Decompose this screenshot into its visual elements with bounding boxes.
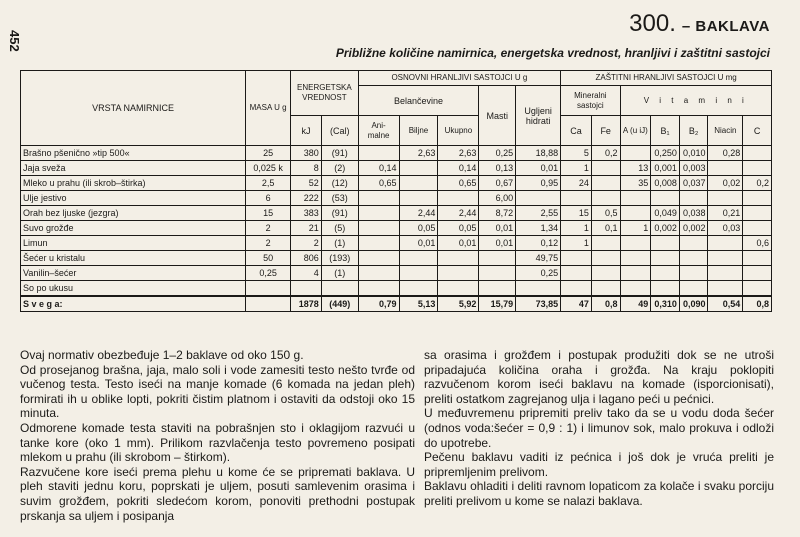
cell-a: 49 — [620, 296, 651, 312]
header-cal: (Cal) — [321, 116, 358, 146]
cell-ukup: 0,01 — [438, 236, 479, 251]
cell-masa — [246, 281, 291, 297]
cell-ugh — [516, 281, 561, 297]
cell-fe — [591, 191, 620, 206]
cell-name: Limun — [21, 236, 246, 251]
cell-bilj: 5,13 — [399, 296, 438, 312]
cell-anim — [358, 251, 399, 266]
header-b1: B₁ — [651, 116, 680, 146]
cell-name: Jaja sveža — [21, 161, 246, 176]
cell-anim: 0,65 — [358, 176, 399, 191]
cell-ca: 15 — [561, 206, 592, 221]
cell-b2 — [679, 236, 708, 251]
cell-b2 — [679, 251, 708, 266]
table-row — [21, 161, 772, 176]
cell-masa: 0,25 — [246, 266, 291, 281]
cell-cal: (2) — [321, 161, 358, 176]
instructions-left-column — [20, 348, 415, 523]
cell-c — [743, 281, 772, 297]
cell-anim — [358, 206, 399, 221]
cell-cal: (449) — [321, 296, 358, 312]
cell-kj: 380 — [291, 146, 322, 161]
cell-kj: 2 — [291, 236, 322, 251]
header-b2: B₂ — [679, 116, 708, 146]
cell-bilj — [399, 176, 438, 191]
cell-cal: (1) — [321, 236, 358, 251]
cell-c — [743, 251, 772, 266]
cell-cal: (5) — [321, 221, 358, 236]
cell-ca: 1 — [561, 221, 592, 236]
cell-anim — [358, 221, 399, 236]
cell-fe — [591, 266, 620, 281]
cell-niacin: 0,21 — [708, 206, 743, 221]
total-row — [21, 296, 772, 312]
header-mineralni: Mineralni sastojci — [561, 86, 620, 116]
cell-ugh: 0,25 — [516, 266, 561, 281]
cell-masti: 0,25 — [479, 146, 516, 161]
cell-ca: 47 — [561, 296, 592, 312]
header-a: A (u iJ) — [620, 116, 651, 146]
cell-niacin — [708, 281, 743, 297]
cell-b1 — [651, 266, 680, 281]
cell-name: Ulje jestivo — [21, 191, 246, 206]
header-c: C — [743, 116, 772, 146]
cell-anim — [358, 236, 399, 251]
cell-cal: (1) — [321, 266, 358, 281]
cell-ugh: 1,34 — [516, 221, 561, 236]
cell-ugh: 0,12 — [516, 236, 561, 251]
instructions-right-column — [424, 348, 774, 509]
cell-cal: (193) — [321, 251, 358, 266]
header-masa: MASA U g — [246, 71, 291, 146]
cell-bilj: 2,44 — [399, 206, 438, 221]
cell-masa: 2 — [246, 236, 291, 251]
table-row — [21, 206, 772, 221]
cell-masa: 25 — [246, 146, 291, 161]
cell-b1 — [651, 191, 680, 206]
cell-fe — [591, 236, 620, 251]
recipe-number: 300. — [629, 10, 676, 37]
cell-anim — [358, 281, 399, 297]
cell-niacin: 0,03 — [708, 221, 743, 236]
cell-a — [620, 191, 651, 206]
cell-c: 0,6 — [743, 236, 772, 251]
nutrition-table — [20, 70, 772, 312]
cell-b1 — [651, 236, 680, 251]
cell-niacin — [708, 251, 743, 266]
cell-masa: 15 — [246, 206, 291, 221]
cell-cal: (91) — [321, 206, 358, 221]
cell-cal: (12) — [321, 176, 358, 191]
cell-ukup — [438, 266, 479, 281]
cell-ukup — [438, 191, 479, 206]
cell-a — [620, 236, 651, 251]
cell-b2 — [679, 191, 708, 206]
cell-b1: 0,049 — [651, 206, 680, 221]
cell-a — [620, 281, 651, 297]
cell-name: Mleko u prahu (ili skrob–štirka) — [21, 176, 246, 191]
cell-masti: 0,67 — [479, 176, 516, 191]
cell-masti: 8,72 — [479, 206, 516, 221]
cell-name: Šećer u kristalu — [21, 251, 246, 266]
header-ugljeni: Ugljeni hidrati — [516, 86, 561, 146]
instruction-paragraph: sa orasima i grožđem i postupak produžiti dok se ne utroši pripadajuća količina oraha i grožđa. Na kraju poklopiti razvučenom korom iseći baklavu na komade (isporcionisati), preliti ostatkom zagrejanog ulja i lagano peći u pećnici. — [424, 348, 774, 406]
header-kj: kJ — [291, 116, 322, 146]
cell-masa: 6 — [246, 191, 291, 206]
cell-niacin: 0,28 — [708, 146, 743, 161]
cell-masa: 50 — [246, 251, 291, 266]
instruction-paragraph: Razvučene kore iseći prema plehu u kome će se pripremati baklava. U pleh staviti jednu koru, poprskati je uljem, posuti samlevenim orasima i suvim grožđem, pokriti sledećom korom, ponoviti prethodni postupak prskanja sa uljem i posipanja — [20, 464, 415, 523]
cell-bilj — [399, 266, 438, 281]
cell-ugh: 0,01 — [516, 161, 561, 176]
cell-fe — [591, 251, 620, 266]
cell-b1: 0,001 — [651, 161, 680, 176]
cell-fe: 0,5 — [591, 206, 620, 221]
instruction-paragraph: Od prosejanog brašna, jaja, malo soli i vode zamesiti testo nešto tvrđe od vučenog testa. Testo iseći na manje komade (6 komada na jedan pleh) formirati ih u oblike lopti, pokriti čistim platnom i ostaviti da odstoji oko 15 minuta. — [20, 362, 415, 421]
table-subtitle: Približne količine namirnica, energetska vrednost, hranljivi i zaštitni sastojci — [335, 46, 770, 60]
cell-b2 — [679, 266, 708, 281]
cell-b1: 0,008 — [651, 176, 680, 191]
cell-niacin — [708, 266, 743, 281]
header-vitamini: V i t a m i n i — [620, 86, 771, 116]
cell-fe — [591, 161, 620, 176]
cell-kj: 383 — [291, 206, 322, 221]
header-vrsta: VRSTA NAMIRNICE — [21, 71, 246, 146]
cell-c: 0,2 — [743, 176, 772, 191]
cell-niacin: 0,02 — [708, 176, 743, 191]
cell-a — [620, 146, 651, 161]
cell-ugh: 0,95 — [516, 176, 561, 191]
cell-name: Vanilin–šećer — [21, 266, 246, 281]
cell-anim: 0,14 — [358, 161, 399, 176]
cell-c — [743, 206, 772, 221]
cell-niacin — [708, 236, 743, 251]
cell-bilj — [399, 251, 438, 266]
table-row — [21, 236, 772, 251]
cell-kj: 222 — [291, 191, 322, 206]
cell-cal — [321, 281, 358, 297]
cell-c — [743, 161, 772, 176]
cell-ugh — [516, 191, 561, 206]
cell-ca: 1 — [561, 236, 592, 251]
cell-b2: 0,038 — [679, 206, 708, 221]
cell-cal: (53) — [321, 191, 358, 206]
page-number: 452 — [7, 30, 22, 52]
cell-c — [743, 191, 772, 206]
cell-ca: 24 — [561, 176, 592, 191]
cell-name: So po ukusu — [21, 281, 246, 297]
cell-b1: 0,310 — [651, 296, 680, 312]
cell-masti — [479, 281, 516, 297]
cell-niacin — [708, 161, 743, 176]
cell-ukup: 5,92 — [438, 296, 479, 312]
cell-bilj — [399, 281, 438, 297]
cell-name: Suvo grožđe — [21, 221, 246, 236]
cell-kj: 52 — [291, 176, 322, 191]
instruction-paragraph: U međuvremenu pripremiti preliv tako da se u vodu doda šećer (odnos voda:šećer = 0,9 : 1) i limunov sok, malo prokuva i odloži do upotrebe. — [424, 406, 774, 450]
header-biljne: Biljne — [399, 116, 438, 146]
cell-c — [743, 266, 772, 281]
table-row — [21, 266, 772, 281]
cell-a — [620, 251, 651, 266]
instruction-paragraph: Ovaj normativ obezbeđuje 1–2 baklave od oko 150 g. — [20, 348, 304, 362]
cell-fe: 0,1 — [591, 221, 620, 236]
cell-kj: 806 — [291, 251, 322, 266]
cell-anim — [358, 266, 399, 281]
cell-fe: 0,8 — [591, 296, 620, 312]
cell-masa: 0,025 k — [246, 161, 291, 176]
cell-b1 — [651, 281, 680, 297]
cell-ca — [561, 191, 592, 206]
cell-b2: 0,037 — [679, 176, 708, 191]
cell-anim: 0,79 — [358, 296, 399, 312]
cell-b1 — [651, 251, 680, 266]
cell-b1: 0,002 — [651, 221, 680, 236]
recipe-title-line — [629, 10, 770, 38]
header-energetska: ENERGETSKA VREDNOST — [291, 71, 359, 116]
cell-kj: 8 — [291, 161, 322, 176]
cell-fe — [591, 176, 620, 191]
table-row — [21, 176, 772, 191]
table-row — [21, 221, 772, 236]
header-fe: Fe — [591, 116, 620, 146]
table-row — [21, 146, 772, 161]
cell-b1: 0,250 — [651, 146, 680, 161]
cell-ugh: 73,85 — [516, 296, 561, 312]
cell-name: Brašno pšenično »tip 500« — [21, 146, 246, 161]
cell-masti: 0,13 — [479, 161, 516, 176]
cell-b2: 0,010 — [679, 146, 708, 161]
cell-bilj: 0,05 — [399, 221, 438, 236]
cell-bilj: 2,63 — [399, 146, 438, 161]
cell-b2: 0,003 — [679, 161, 708, 176]
header-masti: Masti — [479, 86, 516, 146]
table-row — [21, 191, 772, 206]
cell-b2 — [679, 281, 708, 297]
cell-c — [743, 146, 772, 161]
cell-ukup: 2,44 — [438, 206, 479, 221]
cell-ukup: 0,65 — [438, 176, 479, 191]
instruction-paragraph: Baklavu ohladiti i deliti ravnom lopaticom za kolače i svaku porciju preliti prelivom u kome se nalazi baklava. — [424, 479, 774, 508]
cell-masti: 0,01 — [479, 221, 516, 236]
cell-masti — [479, 251, 516, 266]
cell-bilj — [399, 161, 438, 176]
cell-masti — [479, 266, 516, 281]
cell-ugh: 49,75 — [516, 251, 561, 266]
cell-kj: 21 — [291, 221, 322, 236]
cell-ca — [561, 281, 592, 297]
cell-anim — [358, 146, 399, 161]
cell-ukup — [438, 281, 479, 297]
header-osnovni: OSNOVNI HRANLJIVI SASTOJCI U g — [358, 71, 561, 86]
cell-bilj — [399, 191, 438, 206]
header-niacin: Niacin — [708, 116, 743, 146]
cell-kj: 1878 — [291, 296, 322, 312]
instruction-paragraph: Odmorene komade testa staviti na pobrašnjen sto i oklagijom razvući u tanke kore (oko 1 mm). Prilikom razvlačenja testo povremeno posipati mlekom u prahu (ili skrobom – štirkom). — [20, 420, 415, 465]
header-ukupno: Ukupno — [438, 116, 479, 146]
cell-a: 13 — [620, 161, 651, 176]
table-row — [21, 281, 772, 297]
cell-kj — [291, 281, 322, 297]
cell-masa — [246, 296, 291, 312]
cell-ukup — [438, 251, 479, 266]
instruction-paragraph: Pečenu baklavu vaditi iz pećnica i još dok je vruća preliti je pripremljenim prelivom. — [424, 450, 774, 479]
cell-c — [743, 221, 772, 236]
cell-niacin — [708, 191, 743, 206]
cell-name: Orah bez ljuske (jezgra) — [21, 206, 246, 221]
header-animalne: Ani- malne — [358, 116, 399, 146]
cell-a — [620, 206, 651, 221]
cell-ugh: 2,55 — [516, 206, 561, 221]
recipe-title: – BAKLAVA — [681, 18, 770, 35]
header-belancevine: Belančevine — [358, 86, 479, 116]
cell-fe: 0,2 — [591, 146, 620, 161]
cell-cal: (91) — [321, 146, 358, 161]
cell-masti: 0,01 — [479, 236, 516, 251]
cell-ca: 5 — [561, 146, 592, 161]
cell-ca — [561, 266, 592, 281]
cell-ukup: 0,14 — [438, 161, 479, 176]
cell-fe — [591, 281, 620, 297]
cell-masti: 15,79 — [479, 296, 516, 312]
cell-b2: 0,090 — [679, 296, 708, 312]
table-row — [21, 251, 772, 266]
header-zastitni: ZAŠTITNI HRANLJIVI SASTOJCI U mg — [561, 71, 772, 86]
cell-b2: 0,002 — [679, 221, 708, 236]
cell-name: S v e g a: — [21, 296, 246, 312]
cell-ca: 1 — [561, 161, 592, 176]
cell-ukup: 0,05 — [438, 221, 479, 236]
cell-bilj: 0,01 — [399, 236, 438, 251]
cell-masa: 2,5 — [246, 176, 291, 191]
cell-anim — [358, 191, 399, 206]
cell-a: 35 — [620, 176, 651, 191]
cell-ukup: 2,63 — [438, 146, 479, 161]
cell-masti: 6,00 — [479, 191, 516, 206]
cell-ca — [561, 251, 592, 266]
cell-niacin: 0,54 — [708, 296, 743, 312]
cell-ugh: 18,88 — [516, 146, 561, 161]
cell-a — [620, 266, 651, 281]
cell-masa: 2 — [246, 221, 291, 236]
cell-c: 0,8 — [743, 296, 772, 312]
cell-kj: 4 — [291, 266, 322, 281]
header-ca: Ca — [561, 116, 592, 146]
cell-a: 1 — [620, 221, 651, 236]
